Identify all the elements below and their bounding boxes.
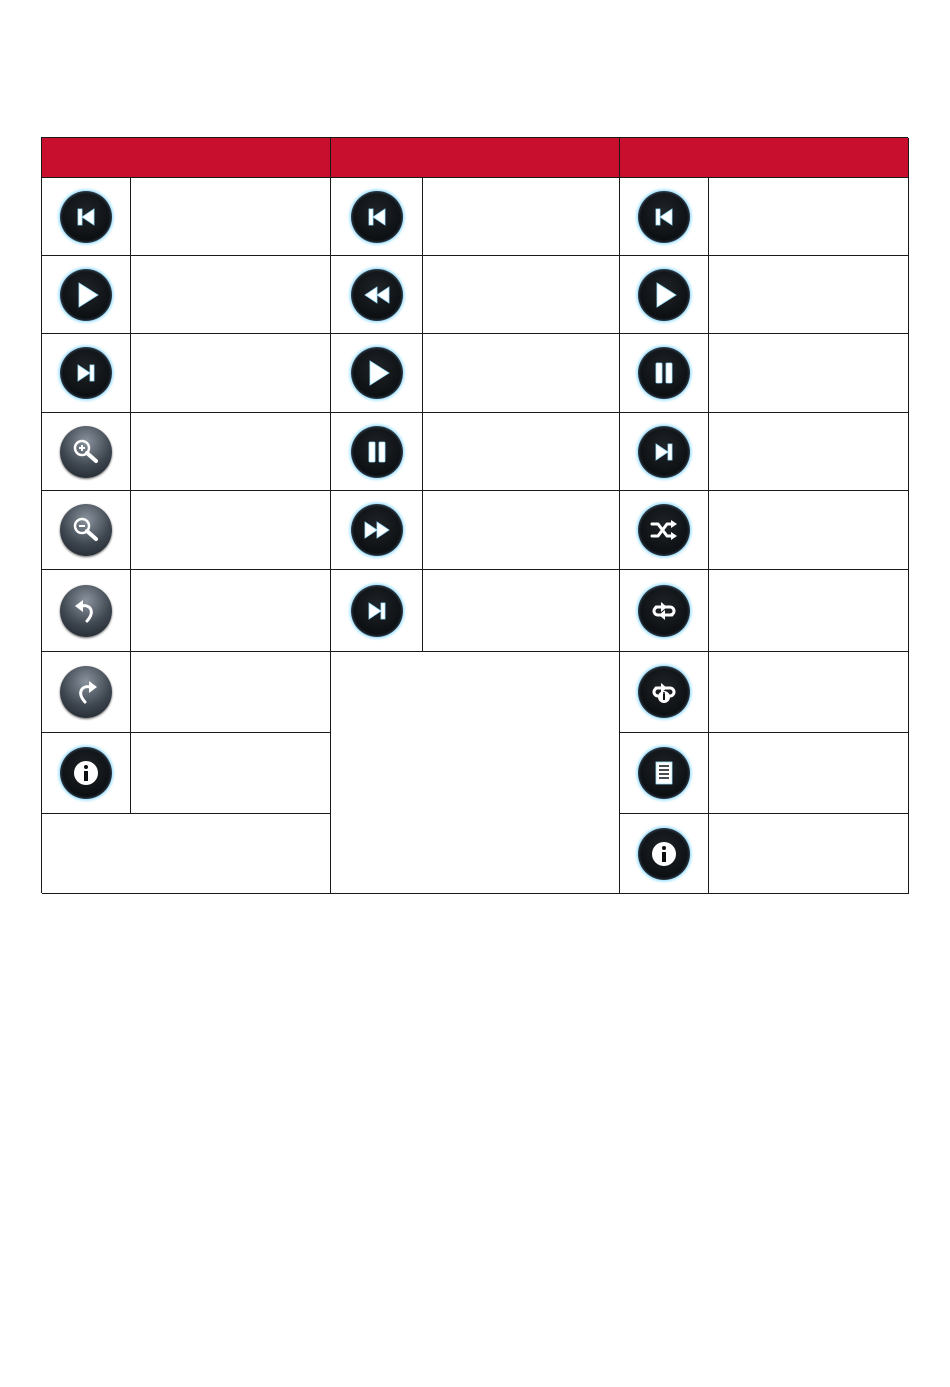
repeat-one-icon [638, 666, 690, 718]
table-cell-icon [620, 733, 709, 814]
table-cell-icon [42, 256, 131, 334]
play-icon [638, 269, 690, 321]
table-cell-description [131, 491, 331, 570]
info-icon [60, 747, 112, 799]
rotate-left-icon [60, 585, 112, 637]
table-cell-description [423, 178, 620, 256]
table-cell-description [131, 256, 331, 334]
play-icon [351, 347, 403, 399]
table-cell-icon [42, 652, 131, 733]
table-cell-description [131, 413, 331, 491]
previous-icon [60, 191, 112, 243]
table-cell-icon [620, 178, 709, 256]
table-cell-description [709, 413, 909, 491]
zoom-out-icon [60, 504, 112, 556]
table-cell-icon [620, 814, 709, 894]
next-icon [351, 585, 403, 637]
table-cell-footer [42, 814, 331, 894]
table-cell-description [131, 733, 331, 814]
table-cell-description [709, 256, 909, 334]
table-cell-description [423, 570, 620, 652]
table-cell-icon [620, 413, 709, 491]
table-cell-icon [42, 733, 131, 814]
next-icon [638, 426, 690, 478]
table-cell-description [709, 652, 909, 733]
table-cell-icon [620, 334, 709, 413]
table-cell-icon [620, 570, 709, 652]
table-cell-description [423, 256, 620, 334]
table-cell-icon [42, 413, 131, 491]
table-cell-icon [620, 652, 709, 733]
table-cell-footer [331, 652, 620, 894]
table-cell-icon [42, 334, 131, 413]
table-cell-icon [331, 491, 423, 570]
table-cell-description [709, 570, 909, 652]
table-cell-description [131, 178, 331, 256]
table-cell-description [709, 733, 909, 814]
table-cell-description [131, 570, 331, 652]
table-cell-description [709, 178, 909, 256]
info-icon [638, 828, 690, 880]
rotate-right-icon [60, 666, 112, 718]
table-cell-icon [331, 413, 423, 491]
shuffle-icon [638, 504, 690, 556]
table-cell-icon [620, 256, 709, 334]
column-header-1 [42, 138, 331, 178]
previous-icon [638, 191, 690, 243]
table-cell-icon [331, 570, 423, 652]
table-cell-description [131, 652, 331, 733]
repeat-icon [638, 585, 690, 637]
table-cell-icon [620, 491, 709, 570]
rewind-icon [351, 269, 403, 321]
previous-icon [351, 191, 403, 243]
table-cell-description [423, 334, 620, 413]
table-cell-description [709, 491, 909, 570]
table-cell-icon [331, 334, 423, 413]
table-cell-description [423, 491, 620, 570]
table-cell-description [131, 334, 331, 413]
table-cell-description [709, 814, 909, 894]
zoom-in-icon [60, 426, 112, 478]
column-header-3 [620, 138, 909, 178]
table-cell-icon [331, 178, 423, 256]
table-cell-icon [42, 570, 131, 652]
table-cell-description [423, 413, 620, 491]
play-icon [60, 269, 112, 321]
table-cell-icon [331, 256, 423, 334]
playlist-icon [638, 747, 690, 799]
table-cell-icon [42, 178, 131, 256]
pause-icon [351, 426, 403, 478]
column-header-2 [331, 138, 620, 178]
next-icon [60, 347, 112, 399]
table-cell-icon [42, 491, 131, 570]
fast-forward-icon [351, 504, 403, 556]
table-cell-description [709, 334, 909, 413]
media-controls-table [41, 137, 908, 893]
pause-icon [638, 347, 690, 399]
